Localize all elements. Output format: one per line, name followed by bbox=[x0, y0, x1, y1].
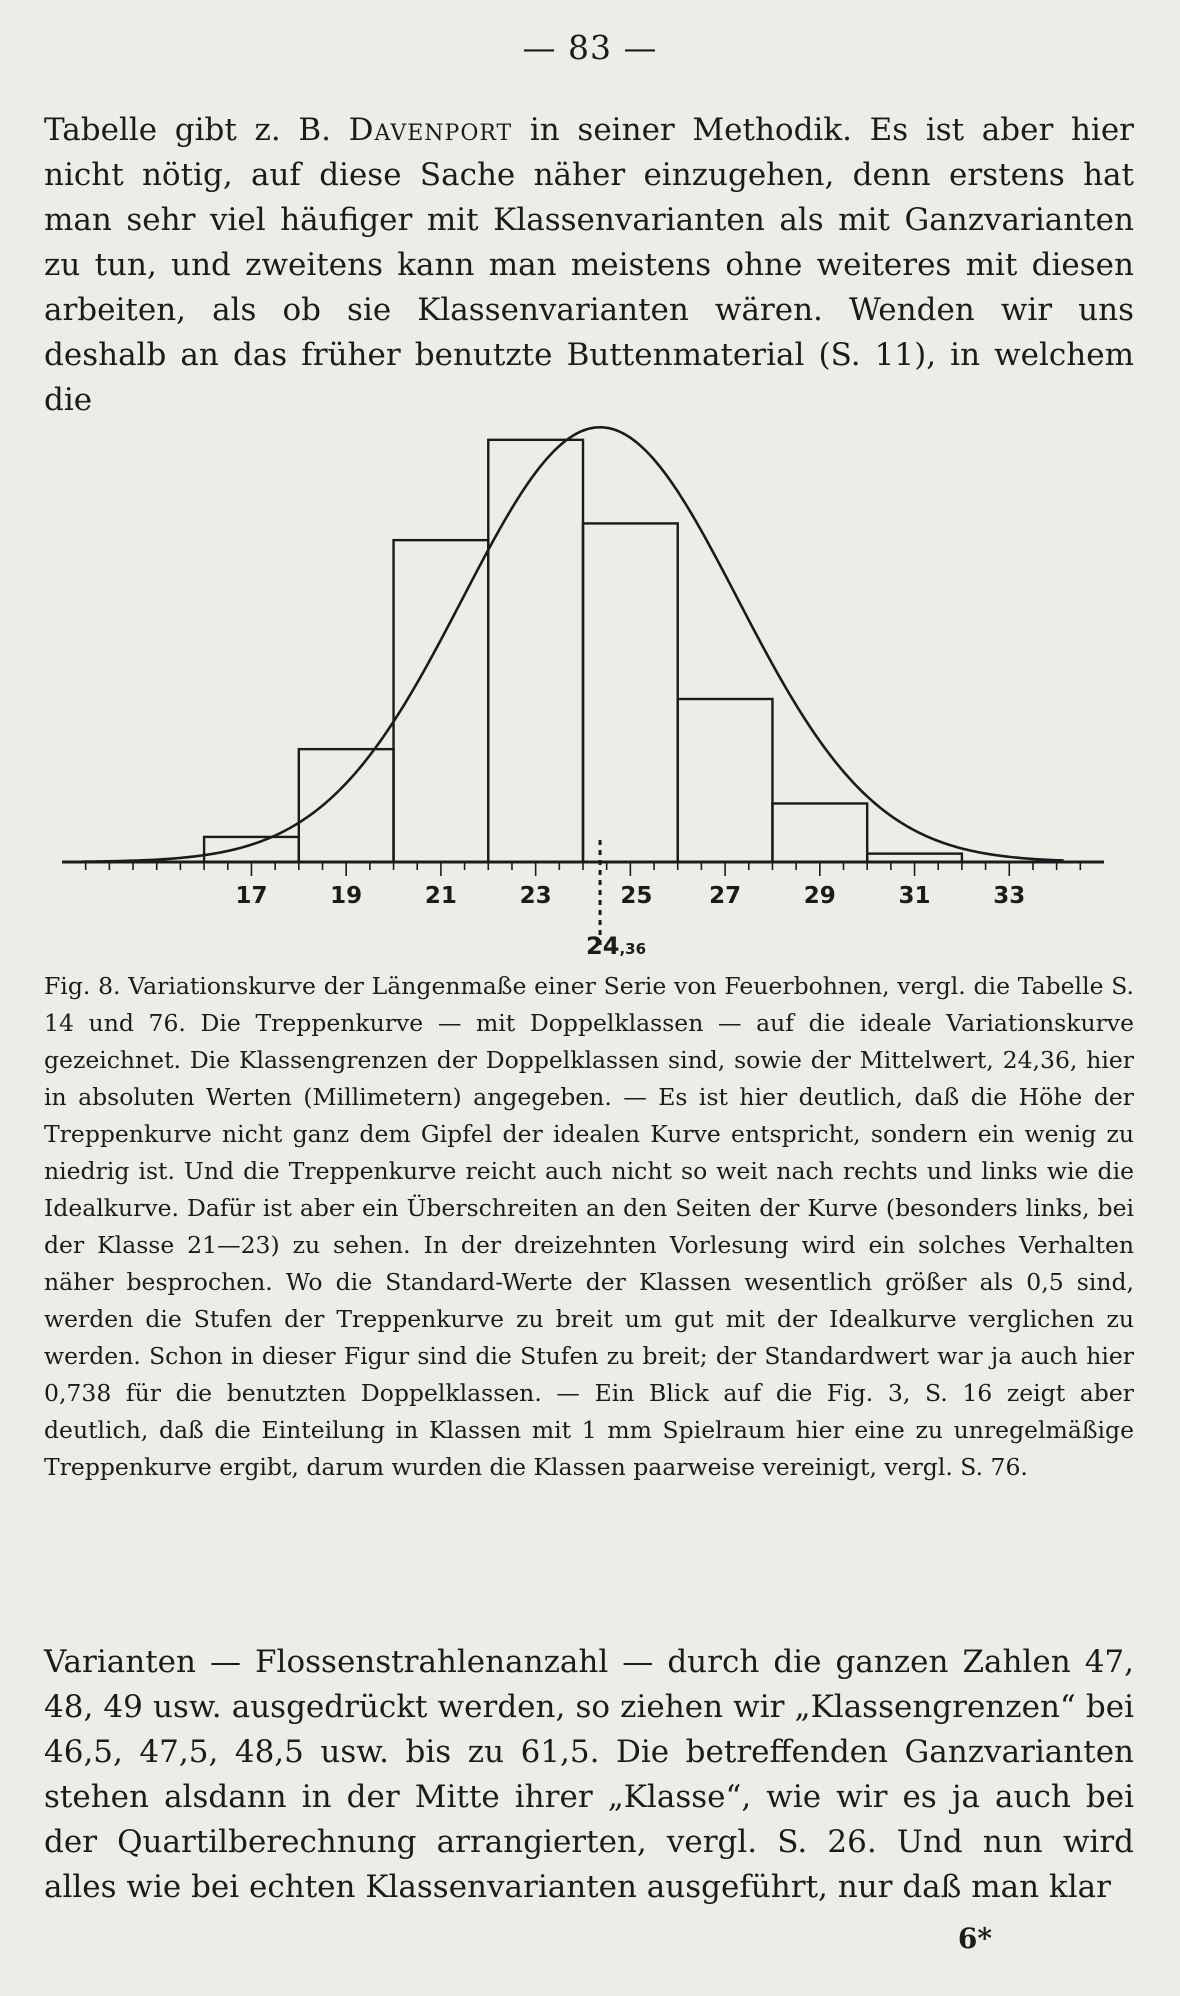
x-tick-label: 29 bbox=[803, 883, 836, 909]
x-tick-label: 17 bbox=[235, 883, 268, 909]
x-tick-label: 31 bbox=[898, 883, 931, 909]
bottom-paragraph-text: Varianten — Flossenstrahlenanzahl — durch die ganzen Zahlen 47, 48, 49 usw. ausgedrückt werden, so ziehen wir „Klassengrenzen“ bei 46,5, 47,5, 48,5 usw. bis zu 61,5. Die betreffenden Ganzvarianten stehen alsdann in der Mitte ihrer „Klasse“, wie wir es ja auch bei der Quartilberechnung arrangierten, vergl. S. 26. Und nun wird alles wie bei echten Klassenvarianten ausgeführt, nur daß man klar bbox=[44, 1644, 1134, 1905]
histogram-bar-4 bbox=[583, 523, 678, 862]
x-tick-label: 25 bbox=[620, 883, 653, 909]
x-tick-label: 19 bbox=[330, 883, 363, 909]
histogram-bar-6 bbox=[772, 803, 867, 862]
page-number: — 83 — bbox=[522, 28, 658, 67]
x-tick-label: 33 bbox=[993, 883, 1026, 909]
caption-text: Fig. 8. Variationskurve der Längenmaße einer Serie von Feuerbohnen, vergl. die Tabelle S. 14 und 76. Die Treppenkurve — mit Doppelklassen — auf die ideale Variationskurve gezeichnet. Die Klassengrenzen der Doppelklassen sind, sowie der Mittelwert, 24,36, hier in absoluten Werten (Millimetern) angegeben. — Es ist hier deutlich, daß die Höhe der Treppenkurve nicht ganz dem Gipfel der idealen Kurve entspricht, sondern ein wenig zu niedrig ist. Und die Treppenkurve reicht auch nicht so weit nach rechts und links wie die Idealkurve. Dafür ist aber ein Überschreiten an den Seiten der Kurve (besonders links, bei der Klasse 21—23) zu sehen. In der dreizehnten Vorlesung wird ein solches Verhalten näher besprochen. Wo die Standard-Werte der Klassen wesentlich größer als 0,5 sind, werden die Stufen der Treppenkurve zu breit um gut mit der Idealkurve verglichen zu werden. Schon in dieser Figur sind die Stufen zu breit; der Standardwert war ja auch hier 0,738 für die benutzten Doppelklassen. — Ein Blick auf die Fig. 3, S. 16 zeigt aber deutlich, daß die Einteilung in Klassen mit 1 mm Spielraum hier eine zu unregelmäßige Treppenkurve ergibt, darum wurden die Klassen paarweise vereinigt, vergl. S. 76. bbox=[44, 972, 1134, 1481]
figure-caption bbox=[44, 968, 1134, 1486]
x-tick-label: 23 bbox=[519, 883, 552, 909]
mean-label: 24,36 bbox=[586, 932, 647, 960]
variation-curve-figure bbox=[0, 410, 1180, 970]
author-name: Davenport bbox=[348, 112, 513, 148]
histogram-bars bbox=[204, 440, 962, 862]
x-axis-tick-labels bbox=[235, 883, 1025, 909]
x-tick-label: 21 bbox=[424, 883, 457, 909]
ideal-variation-curve bbox=[81, 427, 1064, 861]
histogram-bar-0 bbox=[204, 837, 299, 862]
histogram-bar-5 bbox=[678, 699, 773, 862]
bottom-paragraph bbox=[44, 1640, 1134, 1910]
paragraph-rest: in seiner Methodik. Es ist aber hier nicht nötig, auf diese Sache näher einzugehen, denn erstens hat man sehr viel häufiger mit Klassenvarianten als mit Ganzvarianten zu tun, und zweitens kann man meistens ohne weiteres mit diesen arbeiten, als ob sie Klassenvarianten wären. Wenden wir uns deshalb an das früher benutzte Buttenmaterial (S. 11), in welchem die bbox=[44, 112, 1134, 418]
histogram-bar-3 bbox=[488, 440, 583, 862]
signature-mark: 6* bbox=[957, 1922, 992, 1955]
x-tick-label: 27 bbox=[709, 883, 742, 909]
x-axis-minor-ticks bbox=[86, 862, 1081, 876]
histogram-bar-1 bbox=[299, 749, 394, 862]
top-paragraph bbox=[44, 108, 1134, 423]
paragraph-start: Tabelle gibt z. B. bbox=[44, 112, 349, 148]
